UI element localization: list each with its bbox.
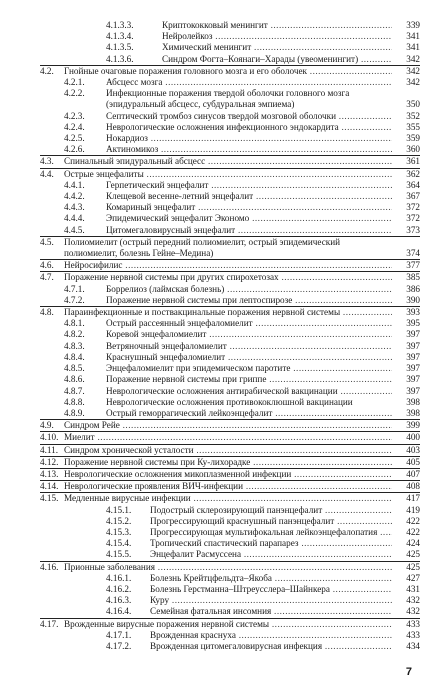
toc-entry — [40, 431, 420, 443]
toc-entry — [40, 306, 420, 318]
toc-entry — [40, 456, 420, 468]
toc-entry-page: 397 — [392, 341, 420, 352]
toc-entry-page: 362 — [392, 169, 420, 180]
toc-entry — [40, 444, 420, 456]
toc-entry-number: 4.12. — [40, 456, 59, 467]
toc-entry-number: 4.15. — [40, 493, 59, 504]
toc-entry-number: 4.2.3. — [64, 110, 85, 121]
toc-entry-number: 4.15.3. — [106, 526, 132, 537]
toc-entry-title: Неврологические осложнения антирабической вакцинации ..... — [106, 386, 420, 397]
toc-entry-page: 385 — [392, 272, 420, 283]
toc-entry — [40, 595, 420, 606]
toc-entry-title: Цитомегаловирусный энцефалит ..... — [106, 225, 420, 236]
toc-entry — [40, 65, 420, 77]
toc-entry-title: Тропический спастический парапарез ..... — [150, 538, 420, 549]
toc-entry — [40, 527, 420, 538]
toc-entry-title: Неврологические осложнения противококлюшной вакцинации — [106, 396, 353, 407]
toc-entry-page: 367 — [392, 191, 420, 202]
toc-entry-number: 4.14. — [40, 481, 59, 492]
toc-entry-page: 373 — [392, 225, 420, 236]
toc-entry-page: 355 — [392, 122, 420, 133]
toc-entry-title: Семейная фатальная инсомния ..... — [150, 606, 420, 617]
toc-entry-number: 4.2.1. — [64, 77, 85, 88]
toc-entry-title: Параинфекционные и поствакцинальные поражения нервной системы ..... — [64, 307, 420, 318]
toc-entry-title: Актиномикоз ..... — [106, 144, 420, 155]
toc-entry-page: 360 — [392, 144, 420, 155]
toc-entry-title: Боррелиоз (лаймская болезнь) ..... — [106, 284, 420, 295]
toc-entry — [40, 641, 420, 652]
toc-entry-number: 4.4.4. — [64, 213, 85, 224]
toc-entry-title: Прогрессирующий краснушный панэнцефалит ..... — [150, 516, 420, 527]
toc-entry-title: Миелит ..... — [64, 432, 420, 443]
toc-entry-page: 364 — [392, 180, 420, 191]
toc-entry-page: 407 — [392, 469, 420, 480]
toc-entry-title: Синдром хронической усталости ..... — [64, 445, 420, 456]
toc-entry — [40, 352, 420, 363]
toc-entry-page: 393 — [392, 307, 420, 318]
toc-entry-number: 4.16.2. — [106, 583, 132, 594]
toc-entry-title: Синдром Фогта–Коянаги–Харады (увеоменингит) ..... — [162, 54, 420, 65]
toc-entry-page: 361 — [392, 156, 420, 167]
toc-entry-number: 4.16.1. — [106, 572, 132, 583]
toc-entry-title: Подострый склерозирующий панэнцефалит ..... — [150, 505, 420, 516]
toc-entry — [40, 374, 420, 385]
toc-entry-number: 4.15.2. — [106, 515, 132, 526]
toc-entry-number: 4.17. — [40, 618, 59, 629]
toc-entry-number: 4.8.5. — [64, 363, 85, 374]
toc-entry-page: 432 — [392, 606, 420, 617]
toc-entry — [40, 271, 420, 283]
toc-entry-title: Краснушный энцефаломиелит ..... — [106, 352, 420, 363]
toc-entry-number: 4.8.2. — [64, 329, 85, 340]
toc-entry — [40, 144, 420, 155]
toc-entry-title: Поражение нервной системы при гриппе ..... — [106, 374, 420, 385]
toc-entry-page: 400 — [392, 432, 420, 443]
toc-entry-page: 422 — [392, 527, 420, 538]
toc-entry-title: Инфекционные поражения твердой оболочки головного мозга (эпидуральный абсцесс, субдуральная эмпиема) — [106, 88, 350, 110]
toc-entry — [40, 573, 420, 584]
toc-entry — [40, 397, 420, 408]
toc-entry-page: 352 — [392, 111, 420, 122]
toc-entry-page: 397 — [392, 329, 420, 340]
toc-entry-title: Неврологические осложнения инфекционного эндокардита ..... — [106, 122, 420, 133]
toc-entry-title: Болезнь Герстманна–Штреусслера–Шайнкера ..... — [150, 584, 420, 595]
toc-entry — [40, 236, 420, 259]
toc-entry-page: 342 — [392, 54, 420, 65]
toc-entry-number: 4.16. — [40, 561, 59, 572]
toc-entry-title: Медленные вирусные инфекции ..... — [64, 493, 420, 504]
toc-entry-page: 433 — [392, 630, 420, 641]
toc-entry-number: 4.1.3.3. — [106, 20, 134, 30]
toc-entry-page: 427 — [392, 573, 420, 584]
toc-entry — [40, 492, 420, 504]
toc-entry — [40, 480, 420, 492]
toc-entry-number: 4.17.2. — [106, 640, 132, 651]
toc-entry-page: 372 — [392, 213, 420, 224]
toc-entry-number: 4.8.9. — [64, 407, 85, 418]
toc-entry-number: 4.4.1. — [64, 179, 85, 190]
toc-entry-page: 403 — [392, 445, 420, 456]
toc-entry — [40, 133, 420, 144]
toc-entry-title: Гнойные очаговые поражения головного мозга и его оболочек ..... — [64, 66, 420, 77]
toc-entry-number: 4.11. — [40, 444, 59, 455]
toc-entry-page: 398 — [392, 408, 420, 419]
toc-entry-number: 4.2.5. — [64, 133, 85, 144]
toc-entry-number: 4.7. — [40, 272, 54, 283]
toc-entry — [40, 386, 420, 397]
toc-entry-page: 397 — [392, 352, 420, 363]
toc-entry-number: 4.8.1. — [64, 318, 85, 329]
toc-entry-page: 395 — [392, 318, 420, 329]
toc-entry-title: Острый рассеянный энцефаломиелит ..... — [106, 318, 420, 329]
toc-entry — [40, 363, 420, 374]
toc-entry — [40, 561, 420, 573]
toc-entry-title: Острые энцефалиты ..... — [64, 169, 420, 180]
toc-entry-number: 4.8.3. — [64, 340, 85, 351]
toc-entry-title: Энцефалит Расмуссена ..... — [150, 549, 420, 560]
toc-entry-page: 398 — [392, 397, 420, 408]
toc-entry-page: 405 — [392, 457, 420, 468]
toc-entry-page: 424 — [392, 538, 420, 549]
toc-entry-title: Неврологические проявления ВИЧ-инфекции ..... — [64, 481, 420, 492]
toc-entry-number: 4.8.4. — [64, 351, 85, 362]
toc-entry-page: 377 — [392, 260, 420, 271]
toc-entry — [40, 259, 420, 271]
toc-entry-page: 417 — [392, 493, 420, 504]
toc-entry — [40, 180, 420, 191]
toc-entry-title: Криптококковый менингит ..... — [162, 20, 420, 31]
toc-entry — [40, 284, 420, 295]
toc-entry — [40, 20, 420, 31]
toc-entry-title: Прогрессирующая мультифокальная лейкоэнцефалопатия ..... — [150, 527, 420, 538]
toc-entry-number: 4.17.1. — [106, 629, 132, 640]
toc-entry-title: Врожденные вирусные поражения нервной системы ..... — [64, 619, 420, 630]
toc-entry-title: Врожденная краснуха ..... — [150, 630, 420, 641]
toc-entry-title: Куру ..... — [150, 595, 420, 606]
toc-entry-number: 4.10. — [40, 432, 59, 443]
toc-entry-page: 350 — [392, 99, 420, 110]
toc-entry-number: 4.4. — [40, 168, 54, 179]
toc-entry-number: 4.8.6. — [64, 374, 85, 385]
toc-entry-number: 4.3. — [40, 156, 54, 167]
toc-entry-page: 434 — [392, 641, 420, 652]
toc-entry-number: 4.6. — [40, 260, 54, 271]
toc-entry-title: Коревой энцефаломиелит ..... — [106, 329, 420, 340]
toc-entry-page: 339 — [392, 20, 420, 31]
toc-entry-title: Поражение нервной системы при лептоспирозе ..... — [106, 295, 420, 306]
toc-entry-title: Нокардиоз ..... — [106, 133, 420, 144]
toc-entry-title: Неврологические осложнения микоплазменной инфекции ..... — [64, 469, 420, 480]
toc-entry-number: 4.2.6. — [64, 144, 85, 155]
toc-entry-number: 4.15.4. — [106, 538, 132, 549]
toc-entry-number: 4.15.1. — [106, 504, 132, 515]
toc-entry-page: 342 — [392, 77, 420, 88]
toc-entry-page: 397 — [392, 374, 420, 385]
toc-entry-number: 4.8.8. — [64, 396, 85, 407]
toc-entry-page: 408 — [392, 481, 420, 492]
toc-entry-number: 4.2. — [40, 65, 54, 76]
toc-entry-title: Полиомиелит (острый передний полиомиелит, острый эпидемический полиомиелит, болезнь Гейне–Медина) — [64, 236, 341, 259]
toc-entry — [40, 155, 420, 167]
toc-entry-number: 4.5. — [40, 236, 54, 247]
toc-entry-number: 4.15.5. — [106, 549, 132, 560]
toc-entry-title: Врожденная цитомегаловирусная инфекция ..... — [150, 641, 420, 652]
toc-entry-number: 4.4.3. — [64, 202, 85, 213]
toc-entry — [40, 516, 420, 527]
toc-entry-page: 399 — [392, 420, 420, 431]
toc-entry — [40, 111, 420, 122]
toc-entry-page: 386 — [392, 284, 420, 295]
toc-entry-page: 422 — [392, 516, 420, 527]
toc-entry — [40, 505, 420, 516]
toc-entry-number: 4.9. — [40, 420, 54, 431]
toc-entry-page: 397 — [392, 386, 420, 397]
toc-entry-number: 4.8. — [40, 307, 54, 318]
toc-entry — [40, 202, 420, 213]
toc-entry-page: 433 — [392, 619, 420, 630]
toc-entry-page: 359 — [392, 133, 420, 144]
toc-entry-number: 4.16.3. — [106, 595, 132, 606]
toc-entry — [40, 295, 420, 306]
toc-entry — [40, 329, 420, 340]
toc-entry-number: 4.1.3.5. — [106, 42, 134, 53]
toc-entry — [40, 630, 420, 641]
toc-entry-number: 4.13. — [40, 468, 59, 479]
toc-entry-page: 390 — [392, 295, 420, 306]
toc-entry-title: Комариный энцефалит ..... — [106, 202, 420, 213]
toc-entry-page: 372 — [392, 202, 420, 213]
toc-entry — [40, 31, 420, 42]
toc-entry-number: 4.2.2. — [64, 88, 85, 99]
toc-entry — [40, 618, 420, 630]
toc-entry-page: 425 — [392, 549, 420, 560]
table-of-contents — [40, 20, 420, 652]
toc-entry — [40, 122, 420, 133]
toc-entry — [40, 42, 420, 53]
toc-entry — [40, 419, 420, 431]
toc-entry — [40, 408, 420, 419]
toc-entry-page: 425 — [392, 562, 420, 573]
toc-entry-number: 4.1.3.4. — [106, 31, 134, 42]
toc-entry — [40, 225, 420, 236]
toc-entry — [40, 538, 420, 549]
toc-entry — [40, 168, 420, 180]
toc-entry-number: 4.16.4. — [106, 606, 132, 617]
toc-entry — [40, 88, 420, 110]
page-number: 7 — [405, 666, 412, 678]
toc-entry-number: 4.4.2. — [64, 191, 85, 202]
toc-entry-title: Ветряночный энцефаломиелит ..... — [106, 341, 420, 352]
toc-entry-number: 4.4.5. — [64, 224, 85, 235]
toc-entry — [40, 213, 420, 224]
toc-entry-number: 4.7.2. — [64, 294, 85, 305]
toc-entry-page: 342 — [392, 66, 420, 77]
toc-entry-title: Синдром Рейе ..... — [64, 420, 420, 431]
toc-entry — [40, 77, 420, 88]
toc-entry-title: Острый геморрагический лейкоэнцефалит ..... — [106, 408, 420, 419]
toc-entry-title: Абсцесс мозга ..... — [106, 77, 420, 88]
toc-entry-page: 431 — [392, 584, 420, 595]
toc-entry-title: Химический менингит ..... — [162, 42, 420, 53]
toc-entry — [40, 606, 420, 617]
toc-entry — [40, 584, 420, 595]
toc-entry-title: Клещевой весенне-летний энцефалит ..... — [106, 191, 420, 202]
toc-entry-title: Поражение нервной системы при Ку-лихорадке ..... — [64, 457, 420, 468]
toc-entry-number: 4.8.7. — [64, 385, 85, 396]
toc-entry-number: 4.1.3.6. — [106, 53, 134, 64]
toc-entry-title: Нейролейкоз ..... — [162, 31, 420, 42]
toc-entry — [40, 54, 420, 65]
toc-entry — [40, 549, 420, 560]
toc-entry — [40, 191, 420, 202]
toc-entry-page: 341 — [392, 31, 420, 42]
toc-entry-page: 397 — [392, 363, 420, 374]
toc-entry-title: Септический тромбоз синусов твердой мозговой оболочки ..... — [106, 111, 420, 122]
toc-entry — [40, 318, 420, 329]
toc-entry-page: 419 — [392, 505, 420, 516]
toc-entry — [40, 468, 420, 480]
toc-entry-title: Герпетический энцефалит ..... — [106, 180, 420, 191]
toc-entry-title: Спинальный эпидуральный абсцесс ..... — [64, 156, 420, 167]
toc-entry-page: 432 — [392, 595, 420, 606]
toc-entry-number: 4.2.4. — [64, 121, 85, 132]
toc-entry-page: 341 — [392, 42, 420, 53]
toc-entry-title: Болезнь Крейтцфельдта–Якоба ..... — [150, 573, 420, 584]
toc-entry-title: Энцефаломиелит при эпидемическом паротите ..... — [106, 363, 420, 374]
toc-entry-title: Нейросифилис ..... — [64, 260, 420, 271]
toc-entry — [40, 341, 420, 352]
toc-entry-title: Эпидемический энцефалит Экономо ..... — [106, 213, 420, 224]
toc-entry-title: Прионные заболевания ..... — [64, 562, 420, 573]
toc-entry-number: 4.7.1. — [64, 283, 85, 294]
toc-entry-title: Поражение нервной системы при других спирохетозах ..... — [64, 272, 420, 283]
toc-entry-page: 374 — [392, 248, 420, 259]
